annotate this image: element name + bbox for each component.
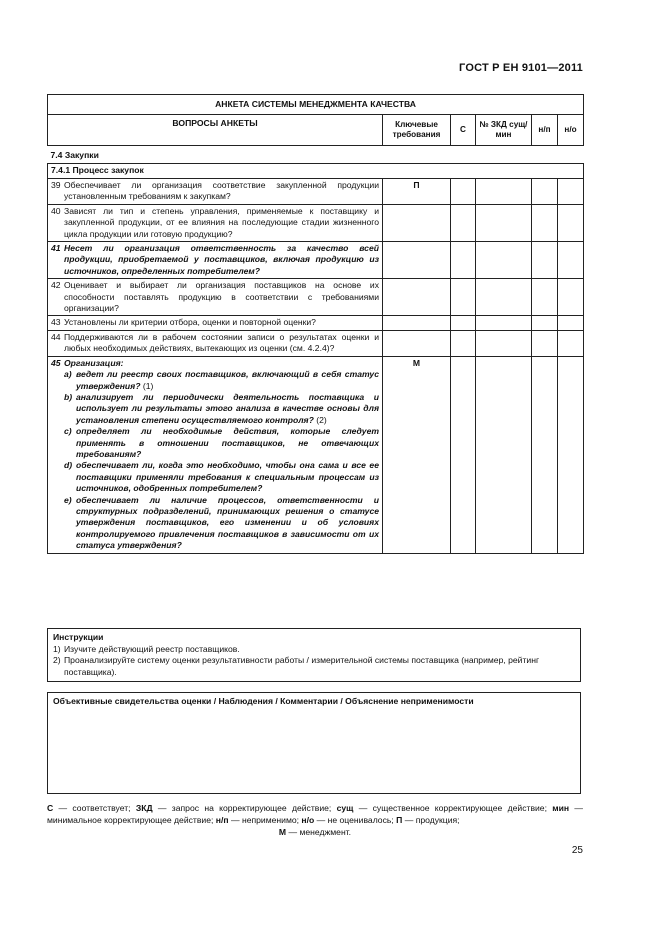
- question-number: 39: [51, 180, 61, 190]
- item-text: Изучите действующий реестр поставщиков.: [64, 643, 240, 654]
- cell-np[interactable]: [532, 179, 558, 205]
- question-text: Поддерживаются ли в рабочем состоянии записи о результатах оценки и любых необходимых действиях, вытекающих из оценки (см. 4.2.4)?: [64, 331, 379, 354]
- question-number: 40: [51, 205, 61, 216]
- cell-np[interactable]: [532, 204, 558, 241]
- cell-np[interactable]: [532, 279, 558, 316]
- subsection-title: 7.4.1 Процесс закупок: [48, 164, 584, 179]
- legend-term: ЗКД: [135, 803, 153, 813]
- cell-zkd[interactable]: [476, 242, 532, 279]
- cell-c[interactable]: [451, 242, 476, 279]
- legend-def: — запрос на корректирующее действие;: [152, 803, 337, 813]
- legend-term: П: [396, 815, 403, 825]
- cell-c[interactable]: [451, 204, 476, 241]
- table-title: АНКЕТА СИСТЕМЫ МЕНЕДЖМЕНТА КАЧЕСТВА: [48, 95, 584, 115]
- cell-no[interactable]: [558, 330, 584, 356]
- key-requirement: [383, 330, 451, 356]
- evidence-box[interactable]: [47, 692, 581, 794]
- cell-np[interactable]: [532, 356, 558, 553]
- legend: [47, 802, 583, 838]
- table-row: [48, 316, 584, 330]
- table-row: [48, 242, 584, 279]
- question-text: Зависят ли тип и степень управления, применяемые к поставщику и закупленной продукции, от ее влияния на последующие стадии жизненного цикла продукции или готовую продукцию?: [64, 205, 379, 239]
- question-text: Организация:: [64, 357, 124, 368]
- cell-zkd[interactable]: [476, 279, 532, 316]
- question-text: Установлены ли критерии отбора, оценки и повторной оценки?: [64, 317, 316, 328]
- question-text: Несет ли организация ответственность за качество всей продукции, приобретаемой у поставщиков, включая продукцию из источников, определенных потребителем?: [64, 243, 379, 276]
- legend-def: — неприменимо;: [228, 815, 302, 825]
- cell-zkd[interactable]: [476, 356, 532, 553]
- table-row: [48, 356, 584, 553]
- item-ref: (2): [316, 414, 327, 425]
- cell-c[interactable]: [451, 279, 476, 316]
- question-text: Обеспечивает ли организация соответствие закупленной продукции установленным требованиям к закупкам?: [64, 180, 379, 202]
- item-number: 1): [53, 643, 61, 654]
- cell-zkd[interactable]: [476, 204, 532, 241]
- item-letter: c): [64, 426, 72, 437]
- cell-no[interactable]: [558, 179, 584, 205]
- section-title: 7.4 Закупки: [48, 146, 584, 164]
- cell-np[interactable]: [532, 330, 558, 356]
- question-number: 45: [51, 357, 61, 368]
- table-row: [48, 204, 584, 241]
- question-text: Оценивает и выбирает ли организация поставщиков на основе их способности поставлять продукцию в соответствии с требованиями организации?: [64, 280, 379, 314]
- table-row: [48, 179, 584, 205]
- legend-def: — не оценивалось;: [314, 815, 397, 825]
- key-requirement: [383, 316, 451, 330]
- page-number: 25: [571, 845, 583, 856]
- question-number: 41: [51, 243, 61, 254]
- col-header-c: С: [451, 115, 476, 146]
- cell-no[interactable]: [558, 279, 584, 316]
- cell-c[interactable]: [451, 179, 476, 205]
- legend-term: М: [278, 827, 287, 837]
- key-requirement: [383, 242, 451, 279]
- item-letter: e): [64, 494, 72, 505]
- list-item: [53, 655, 575, 678]
- legend-term: мин: [552, 803, 570, 813]
- legend-term: н/о: [301, 815, 315, 825]
- key-requirement: [383, 279, 451, 316]
- table-row: [48, 279, 584, 316]
- list-item: [64, 369, 379, 392]
- evidence-title: Объективные свидетельства оценки / Наблюдения / Комментарии / Объяснение неприменимости: [53, 696, 474, 706]
- item-text: ведет ли реестр своих поставщиков, включающий в себя статус утверждения?: [76, 369, 379, 391]
- col-header-no: н/о: [558, 115, 584, 146]
- legend-term: С: [47, 803, 54, 813]
- item-text: Проанализируйте систему оценки результативности работы / измерительной системы поставщика (например, рейтинг поставщика).: [64, 655, 540, 677]
- item-ref: (1): [142, 380, 154, 391]
- cell-c[interactable]: [451, 356, 476, 553]
- cell-no[interactable]: [558, 204, 584, 241]
- list-item: [64, 460, 379, 494]
- legend-def: — минимальное корректирующее действие;: [47, 803, 584, 825]
- item-letter: b): [64, 391, 73, 402]
- instructions-box: [47, 628, 581, 682]
- item-text: определяет ли необходимые действия, которые следует применять в отношении поставщиков, не отвечающих требованиям?: [76, 426, 379, 459]
- list-item: [53, 644, 575, 656]
- document-code: ГОСТ Р ЕН 9101—2011: [459, 62, 583, 74]
- legend-def: — существенное корректирующее действие;: [353, 803, 553, 813]
- col-header-np: н/п: [532, 115, 558, 146]
- item-letter: d): [64, 460, 73, 471]
- key-requirement: [383, 204, 451, 241]
- legend-def: — продукция;: [402, 815, 460, 825]
- question-number: 42: [51, 280, 61, 291]
- key-requirement: П: [383, 179, 451, 205]
- cell-zkd[interactable]: [476, 330, 532, 356]
- cell-zkd[interactable]: [476, 179, 532, 205]
- list-item: [64, 426, 379, 460]
- questionnaire-table: [47, 94, 584, 554]
- item-text: обеспечивает ли, когда это необходимо, чтобы она сама и все ее поставщики применяли требования к специальным процессам из источников, одобренных потребителем?: [76, 460, 379, 494]
- cell-c[interactable]: [451, 330, 476, 356]
- cell-no[interactable]: [558, 316, 584, 330]
- item-number: 2): [53, 655, 61, 666]
- item-text: обеспечивает ли наличие процессов, ответственности и структурных подразделений, принимающих решения о статусе утверждения поставщиков, его изменении и об условиях контролируемого привлечения поставщиков в зависимости от их статуса утверждения?: [76, 494, 379, 551]
- legend-term: сущ: [336, 803, 354, 813]
- legend-def: — соответствует;: [53, 803, 136, 813]
- legend-term: н/п: [215, 815, 229, 825]
- key-requirement: М: [383, 356, 451, 553]
- cell-np[interactable]: [532, 242, 558, 279]
- cell-zkd[interactable]: [476, 316, 532, 330]
- col-header-zkd: № ЗКД сущ/мин: [476, 115, 532, 146]
- question-number: 43: [51, 317, 61, 328]
- cell-no[interactable]: [558, 242, 584, 279]
- legend-def: — менеджмент.: [286, 827, 352, 837]
- instructions-title: Инструкции: [53, 632, 104, 642]
- table-row: [48, 330, 584, 356]
- cell-c[interactable]: [451, 316, 476, 330]
- question-number: 44: [51, 331, 61, 342]
- list-item: [64, 495, 379, 552]
- item-letter: a): [64, 369, 72, 380]
- list-item: [64, 392, 379, 426]
- item-text: анализирует ли периодически деятельность поставщика и использует ли результаты этого анализа в качестве основы для установления степени осуществляемого контроля?: [76, 391, 379, 425]
- col-header-key: Ключевые требования: [383, 115, 451, 146]
- cell-np[interactable]: [532, 316, 558, 330]
- cell-no[interactable]: [558, 356, 584, 553]
- col-header-questions: ВОПРОСЫ АНКЕТЫ: [48, 115, 383, 146]
